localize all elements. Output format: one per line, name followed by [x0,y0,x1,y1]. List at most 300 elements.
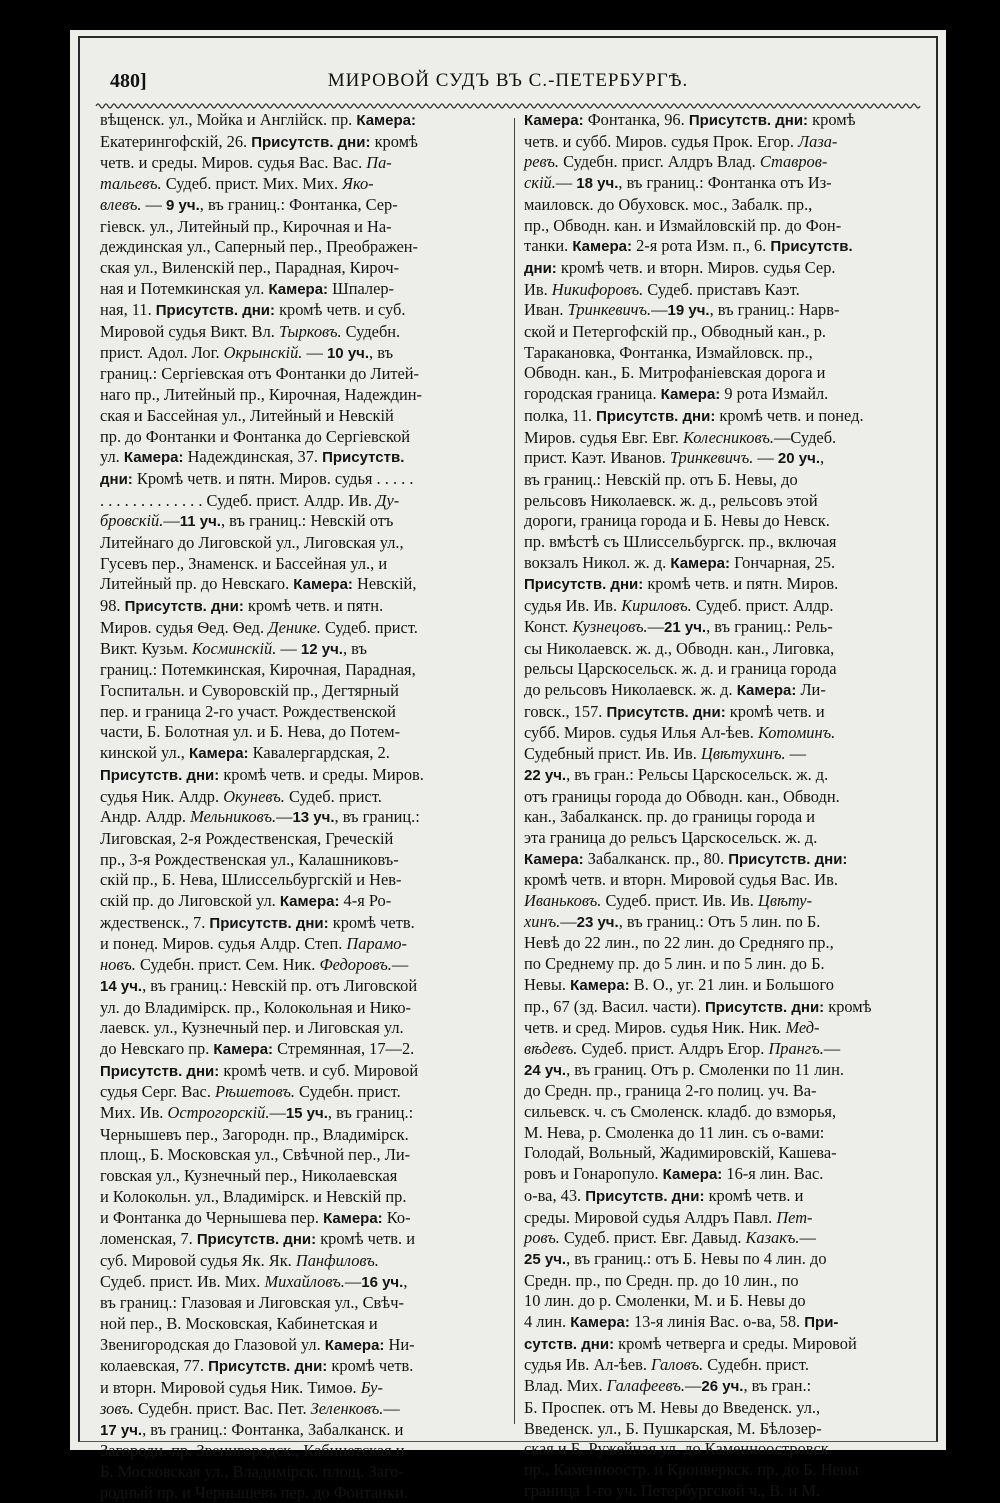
text-run: Судеб. прист. Алдр. [691,596,834,616]
left-column-line [100,998,512,1019]
left-column-line [100,913,512,935]
italic-name: Пет- [776,1207,813,1227]
italic-name: Иваньковъ. [524,891,602,911]
bold-term: Камера: [660,386,721,404]
bold-term: Камера: [213,1040,274,1058]
text-run: маиловск. до Обуховск. мос., Забалк. пр., [524,194,813,214]
text-run: Судеб. прист. Евг. Давыд. [559,1228,746,1248]
text-run: прист. Адол. Лог. [100,342,224,362]
right-column-line [524,553,936,575]
bold-term: Присутств. дни: [100,766,220,784]
right-column-line [524,280,936,301]
text-run: въ границ.: Глазовая и Лиговская ул., Свѣч- [100,1293,404,1313]
left-column-line [100,1082,512,1103]
right-column-line [524,363,936,384]
text-run: 4-я Ро- [339,891,392,911]
text-run: Шпалер- [328,278,394,298]
text-run: . . . . . . . . . . . . . Судеб. прист. Алдр. Ив. [100,490,377,510]
italic-name: Панфиловъ. [295,1250,379,1270]
left-column-line [100,807,512,829]
left-column-line [100,533,512,554]
bold-term: Камера: [524,850,584,868]
right-column-line [524,1228,936,1249]
text-run: эта граница до рельсъ Царскосельск. ж. д. [524,827,818,847]
text-run: площ., Б. Московская ул., Свѣчной пер., Ли- [100,1145,411,1165]
right-column-line [524,511,936,532]
text-run: , въ границ. Отъ р. Смоленки по 11 лин. [566,1059,844,1079]
italic-name: Кириловъ. [621,596,692,616]
text-run: до Средн. пр., граница 2-го полиц. уч. Ва- [524,1081,817,1101]
bold-term: Камера: [123,449,184,467]
right-column-line [524,870,936,891]
text-run: кромѣ четв. [328,912,415,932]
text-run: , въ гран.: Рельсы Царскосельск. ж. д. [566,764,829,784]
left-column-line [100,787,512,808]
bold-term: Камера: [323,1209,383,1227]
bold-term: Присутств. дни: [124,598,244,616]
text-run: Судеб. прист. Мих. Мих. [161,174,343,194]
text-run: пр., 67 (зд. Васил. части). [524,996,705,1016]
right-column-line [524,1271,936,1292]
right-column-line [524,428,936,449]
left-column-line [100,1462,512,1483]
text-run: , въ границ.: Фонтанка отъ Из- [618,173,832,193]
bold-term: Присутств. дни: [155,302,275,320]
text-run: полка, 11. [524,405,597,425]
text-run: 4 лин. [524,1312,571,1332]
right-column-line [524,1018,936,1039]
text-run: кромѣ четв. и [725,701,825,721]
bold-term: 19 уч. [667,302,710,320]
left-column-line [100,491,512,512]
right-column-line [524,110,936,132]
left-column-line [100,850,512,871]
left-column-line [100,217,512,238]
bold-term: Камера: [572,238,632,256]
right-column-line [524,807,936,828]
text-run: кромѣ четв. и среды. Миров. [219,764,424,784]
right-column-line [524,744,936,765]
right-column-line [524,639,936,660]
left-column-line [100,1229,512,1251]
left-column-line [100,596,512,618]
bold-term: дни: [524,259,557,277]
right-column-line [524,470,936,491]
bold-term: Присутств. дни: [688,112,809,129]
right-column-line [524,216,936,237]
italic-name: Кузнецовъ. [572,616,648,636]
italic-name: хинъ. [524,911,561,931]
text-run: прист. Каэт. Иванов. [524,448,670,468]
right-column-line [524,152,936,173]
right-column-line [524,723,936,744]
italic-name: влевъ. [100,194,142,214]
right-column-line [524,891,936,912]
right-column-line [524,1460,936,1481]
left-column-line [100,1208,512,1230]
italic-name: Тырковъ. [278,322,342,342]
text-run: ская и Б. Ружейная ул. до Каменноостровск. [524,1439,833,1459]
right-column-line [524,1186,936,1208]
text-run: Мировой судья Викт. Вл. [100,322,279,342]
italic-name: тальевъ. [100,174,162,194]
left-column-line [100,1166,512,1187]
italic-name: Зеленковъ. [310,1398,384,1418]
right-column-line [524,975,936,997]
text-run: ской и Петергофскій пр., Обводный кан., р. [524,322,827,342]
left-column-line [100,469,512,491]
right-column [524,110,936,1500]
column-divider [514,118,515,1424]
text-run: — [753,448,778,468]
text-run: ждественск., 7. [100,912,210,932]
left-column-line [100,258,512,279]
text-run: кинской ул., [100,743,189,763]
left-column-line [100,722,512,743]
bold-term: Присутств. дни: [704,998,825,1016]
text-run: Введенск. ул., Б. Пушкарская, М. Бѣлозер- [524,1418,822,1438]
left-column-line [100,300,512,322]
text-run: и Колокольн. ул., Владимірск. и Невскій пр. [100,1186,407,1206]
bold-term: 16 уч. [361,1273,404,1291]
text-run: Обводн. кан., Б. Митрофаніевская дорога и [524,363,826,383]
right-column-line [524,491,936,512]
left-column-line [100,132,512,154]
text-run: Невскій, [352,574,417,594]
text-run: деждинская ул., Саперный пер., Преображен- [100,237,419,257]
text-run: Забалканск. пр., 80. [583,848,729,868]
text-run: Фонтанка, 96. [583,110,689,129]
right-column-line [524,680,936,702]
right-column-line [524,574,936,596]
bold-term: Камера: [524,112,584,129]
text-run: Миров. судья Ѳед. Ѳед. [100,617,269,637]
text-run: Влад. Мих. [524,1376,607,1396]
text-run: ной пер., В. Московская, Кабинетская и [100,1314,378,1334]
bold-term: Присутств. [322,449,405,467]
bold-term: 11 уч. [179,513,221,531]
text-run: — [391,955,409,975]
right-column-line [524,384,936,406]
left-column-line [100,279,512,301]
bold-term: Камера: [324,1336,385,1354]
bold-term: 25 уч. [524,1250,567,1268]
left-column-line [100,870,512,891]
text-run: — [141,194,167,214]
bold-term: сутств. дни: [524,1335,615,1353]
text-run: суб. Мировой судья Як. Як. [100,1250,296,1270]
italic-name: ровъ. [524,1228,560,1248]
bold-term: 13 уч. [292,809,335,827]
left-column-line [100,1399,512,1420]
text-run: Судебн. прист. Сем. Ник. [135,955,320,975]
right-column-line [524,1419,936,1440]
text-run: Госпитальн. и Суворовскій пр., Дегтярный [100,680,399,700]
text-run: 9 рота Измайл. [720,384,829,404]
text-run: Кавалергардская, 2. [248,743,390,763]
left-column-line [100,660,512,681]
text-run: Судеб. приставъ Каэт. [643,279,800,299]
text-run: 13-я линія Вас. о-ва, 58. [629,1312,805,1332]
text-run: — [302,342,327,362]
right-column-line [524,300,936,322]
text-run: до рельсовъ Николаевск. ж. д. [524,679,737,699]
left-column-line [100,1145,512,1166]
right-column-line [524,1481,936,1502]
text-run: скій пр. до Лиговской ул. [100,891,280,911]
italic-name: Никифоровъ. [551,279,644,299]
text-run: — [823,1038,841,1058]
text-run: кан., Забалканск. пр. до границы города и [524,807,815,827]
bold-term: Присутств. дни: [196,1231,317,1249]
italic-name: Денике. [268,617,321,637]
text-run: — [647,616,665,636]
bold-term: Камера: [356,112,416,129]
bold-term: 14 уч. [100,977,143,995]
text-run: границ.: Сергіевская отъ Фонтанки до Литей- [100,364,420,384]
italic-name: бровскій. [100,511,164,531]
text-run: наго пр., Литейный пр., Кирочная, Надеждин- [100,385,423,405]
text-run: , въ границ.: Невскій отъ [220,511,394,531]
bold-term: Присутств. дни: [596,407,716,425]
text-run: и Фонтанка до Чернышева пер. [100,1207,324,1227]
text-run: Андр. Алдр. [100,807,191,827]
left-column-line [100,1441,512,1462]
text-run: Б. Проспек. отъ М. Невы до Введенск. ул., [524,1397,821,1417]
text-run: Судеб. прист. Алдръ Егор. [577,1038,769,1058]
bold-term: 21 уч. [664,618,707,636]
left-column-line [100,1314,512,1335]
left-column-line [100,364,512,385]
left-column-line [100,153,512,174]
right-column-line [524,448,936,470]
bold-term: 20 уч. [777,450,820,468]
text-run: Судебн. присг. Алдръ Влад. [558,152,760,172]
text-run: кромѣ четв. и вторн. Миров. судья Сер. [556,257,836,277]
text-run: среды. Мировой судья Алдръ Павл. [524,1207,777,1227]
text-run: границ.: Потемкинская, Кирочная, Парадная, [100,660,416,680]
left-column-line [100,322,512,343]
text-run: , [403,1271,408,1291]
bold-term: Камера: [570,976,630,994]
italic-name: Косминскій. [192,638,277,658]
left-column-line [100,743,512,765]
text-run: субб. Миров. судья Илья Ал-ѣев. [524,723,758,743]
text-run: пр., Обводн. кан. и Измайловскій пр. до Фон- [524,215,842,235]
bold-term: Камера: [268,280,329,298]
text-run: , въ границ.: Невскій пр. отъ Лиговской [142,975,418,995]
italic-name: Яко- [342,174,374,194]
text-run: В. О., уг. 21 лин. и Большого [629,974,834,994]
left-column-line [100,1125,512,1146]
italic-name: Па- [366,153,392,173]
text-run: вокзалъ Никол. ж. д. [524,552,671,572]
text-run: ул. [100,447,124,467]
text-run: до Невскаго пр. [100,1038,214,1058]
text-run: гіевск. ул., Литейный пр., Кирочная и На- [100,216,392,236]
text-run: судья Ник. Алдр. [100,786,224,806]
text-run: , въ границ.: Фонтанка, Сер- [199,194,398,214]
text-run: Гончарная, 25. [730,552,836,572]
text-run: судья Ив. Ив. [524,596,622,616]
right-column-line [524,1208,936,1229]
italic-name: вѣдевъ. [524,1038,578,1058]
left-column-line [100,447,512,469]
italic-name: новъ. [100,955,136,975]
text-run: кромѣ [824,996,872,1016]
text-run: , въ границ.: Рель- [706,616,833,636]
left-column-line [100,976,512,998]
text-run: родный пр. и Чернышевъ пер. до Фонтанки. [100,1482,408,1502]
text-run: ломенская, 7. [100,1229,197,1249]
left-column-line [100,891,512,913]
left-column-line [100,618,512,639]
italic-name: Лаза- [798,131,838,151]
text-run: Б. Московская ул., Владимірск. площ. Заго- [100,1462,404,1481]
text-run: — [276,807,293,827]
text-run: и вторн. Мировой судья Ник. Тимоѳ. [100,1378,361,1398]
text-run: — [383,1398,400,1418]
text-run: Ив. [524,279,552,299]
text-run: , въ границ.: [327,1103,414,1123]
bold-term: При- [804,1314,839,1332]
italic-name: Прангъ. [768,1038,824,1058]
bold-term: 15 уч. [285,1105,328,1123]
italic-name: Михайловъ. [264,1271,345,1291]
bold-term: Камера: [188,745,249,763]
text-run: Звенигородская до Глазовой ул. [100,1334,325,1354]
text-run: кромѣ четв. и суб. Мировой [219,1060,419,1080]
left-column-line [100,702,512,723]
left-column-line [100,406,512,427]
text-run: кромѣ четв. и понед. [715,405,864,425]
text-run: кромѣ четв. и пятн. [243,596,384,616]
bold-term: 24 уч. [524,1061,567,1079]
text-run: ная и Потемкинская ул. [100,278,269,298]
text-run: Миров. судья Евг. Евг. [524,427,683,447]
text-run: ул. до Владимірск. пр., Колокольная и Нико- [100,997,411,1017]
right-column-line [524,954,936,975]
text-run: лаевск. ул., Кузнечный пер. и Лиговская ул. [100,1018,404,1038]
italic-name: Парамо- [346,934,407,954]
text-run: Конст. [524,616,573,636]
bold-term: 10 уч. [326,344,370,362]
left-column-line [100,343,512,365]
left-column-line [100,574,512,596]
right-column-line [524,1081,936,1102]
left-column-line [100,1272,512,1294]
left-column-line [100,237,512,258]
text-run: пер. и граница 2-го участ. Рождественской [100,701,396,721]
italic-name: Рѣшетовъ. [215,1082,295,1102]
text-run: 98. [100,596,125,616]
text-run: Иван. [524,300,568,320]
italic-name: Колесниковъ. [682,427,774,447]
right-column-line [524,912,936,934]
text-run: ровъ и Гонаропуло. [524,1164,663,1184]
italic-name: Цвѣту- [758,891,813,911]
bold-term: дни: [100,470,133,488]
text-run: четв. и среды. Миров. судья Вас. Вас. [100,153,367,173]
text-run: Чернышевъ пер., Загородн. пр., Владимірск. [100,1124,409,1144]
bold-term: Камера: [670,554,730,572]
bold-term: Камера: [736,681,797,699]
text-run: судья Серг. Вас. [100,1082,216,1102]
text-run: пр. до Фонтанки и Фонтанка до Сергіевской [100,426,411,446]
left-column-line [100,1251,512,1272]
text-run: Екатерингофскій, 26. [100,131,252,151]
right-column-line [524,1039,936,1060]
left-column-line [100,511,512,533]
right-column-line [524,1355,936,1376]
left-column-line [100,681,512,702]
text-run: ская ул., Виленскій пер., Парадная, Кироч- [100,257,400,277]
text-run: Викт. Кузьм. [100,638,192,658]
text-run: танки. [524,236,573,256]
text-run: 10 лин. до р. Смоленки, М. и Б. Невы до [524,1291,806,1311]
right-column-line [524,596,936,617]
text-run: , въ гран.: [743,1376,812,1396]
bold-term: Присутств. [770,238,853,256]
italic-name: Мельниковъ. [190,807,277,827]
right-column-line [524,322,936,343]
text-run: Ли- [796,679,826,699]
bold-term: Камера: [570,1314,630,1332]
right-column-line [524,1291,936,1312]
left-column [100,110,512,1502]
text-run: дороги, граница города и Б. Невы до Невск. [524,511,830,531]
left-column-line [100,1187,512,1208]
text-run: кромѣ четв. и пятн. Миров. [643,574,839,594]
text-run: , въ [342,638,367,658]
italic-name: скій. [524,173,556,193]
bold-term: 18 уч. [576,175,619,193]
text-run: граница 1-го уч. Петербургской ч., В. и М. [524,1480,821,1500]
text-run: Таракановка, Фонтанка, Измайловск. пр., [524,342,813,362]
left-column-line [100,1356,512,1378]
bold-term: Камера: [279,893,340,911]
text-run: Ни- [384,1334,415,1354]
text-run: судья Ив. Ал-ѣев. [524,1355,652,1375]
text-run: пр. вмѣстѣ съ Шлиссельбургск. пр., включая [524,532,837,552]
text-run: Ко- [382,1207,411,1227]
bold-term: Присутств. дни: [208,1358,328,1376]
text-run: , [820,448,825,468]
right-column-line [524,1102,936,1123]
text-run: , въ [369,342,394,362]
italic-name: ревъ. [524,152,559,172]
text-run: — [269,1103,286,1123]
text-run: четв. и сред. Миров. судья Ник. Ник. [524,1018,786,1038]
left-column-line [100,1420,512,1442]
text-run: пр., Каменноостр. и Кронверкск. пр. до Б. Невы [524,1460,859,1479]
right-column-line [524,1334,936,1356]
italic-name: Тринкевичъ. [669,448,754,468]
text-run: сильевск. ч. съ Смоленск. кладб. до взморья, [524,1102,837,1122]
text-run: , въ границ.: Фонтанка, Забалканск. и [142,1419,404,1439]
left-column-line [100,1335,512,1357]
bold-term: Присутств. дни: [100,1062,220,1080]
right-column-line [524,532,936,553]
italic-name: Бу- [360,1378,383,1398]
right-column-line [524,195,936,216]
right-column-line [524,1164,936,1186]
text-run: Судеб. прист. Ив. Ив. [601,891,758,911]
left-column-line [100,955,512,976]
text-run: кромѣ четв. и суб. [275,300,406,320]
text-run: , въ границ.: отъ Б. Невы по 4 лин. до [566,1248,827,1268]
text-run: вѣщенск. ул., Мойка и Англійск. пр. [100,110,357,129]
